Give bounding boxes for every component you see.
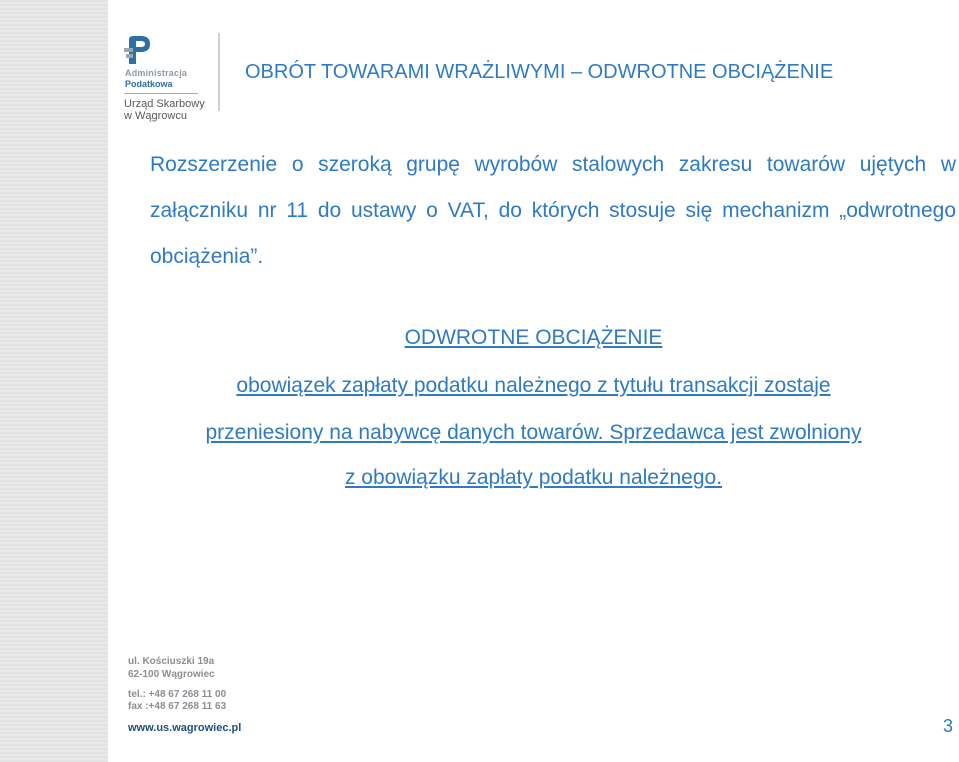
definition-heading: ODWROTNE OBCIĄŻENIE xyxy=(404,326,663,349)
office-city: w Wągrowcu xyxy=(124,110,187,122)
logo-line-podatkowa: Podatkowa xyxy=(125,79,173,89)
footer-website-link[interactable]: www.us.wagrowiec.pl xyxy=(128,722,242,734)
office-name: Urząd Skarbowy xyxy=(124,98,205,110)
logo-divider xyxy=(124,93,198,94)
footer-tel: tel.: +48 67 268 11 00 xyxy=(128,689,227,700)
sidebar-band xyxy=(0,0,108,762)
page-number: 3 xyxy=(942,716,953,736)
header-divider xyxy=(218,33,220,111)
definition-line-2: przeniesiony na nabywcę danych towarów. Sprzedawca jest zwolniony xyxy=(205,421,862,444)
slide-title: OBRÓT TOWARAMI WRAŻLIWYMI – ODWROTNE OBCIĄŻENIE xyxy=(245,61,834,83)
logo-line-administracja: Administracja xyxy=(125,68,188,78)
footer-fax: fax :+48 67 268 11 63 xyxy=(128,701,227,712)
definition-line-1: obowiązek zapłaty podatku należnego z tytułu transakcji zostaje xyxy=(236,374,831,397)
footer-city: 62-100 Wągrowiec xyxy=(128,669,215,680)
administracja-podatkowa-logo-icon xyxy=(123,34,153,66)
definition-line-3: z obowiązku zapłaty podatku należnego. xyxy=(344,466,723,489)
footer-street: ul. Kościuszki 19a xyxy=(128,656,215,667)
intro-paragraph: Rozszerzenie o szeroką grupę wyrobów stalowych zakresu towarów ujętych w załączniku nr 11 do ustawy o VAT, do których stosuje się mechanizm „odwrotnego obciążenia”. xyxy=(150,153,956,268)
